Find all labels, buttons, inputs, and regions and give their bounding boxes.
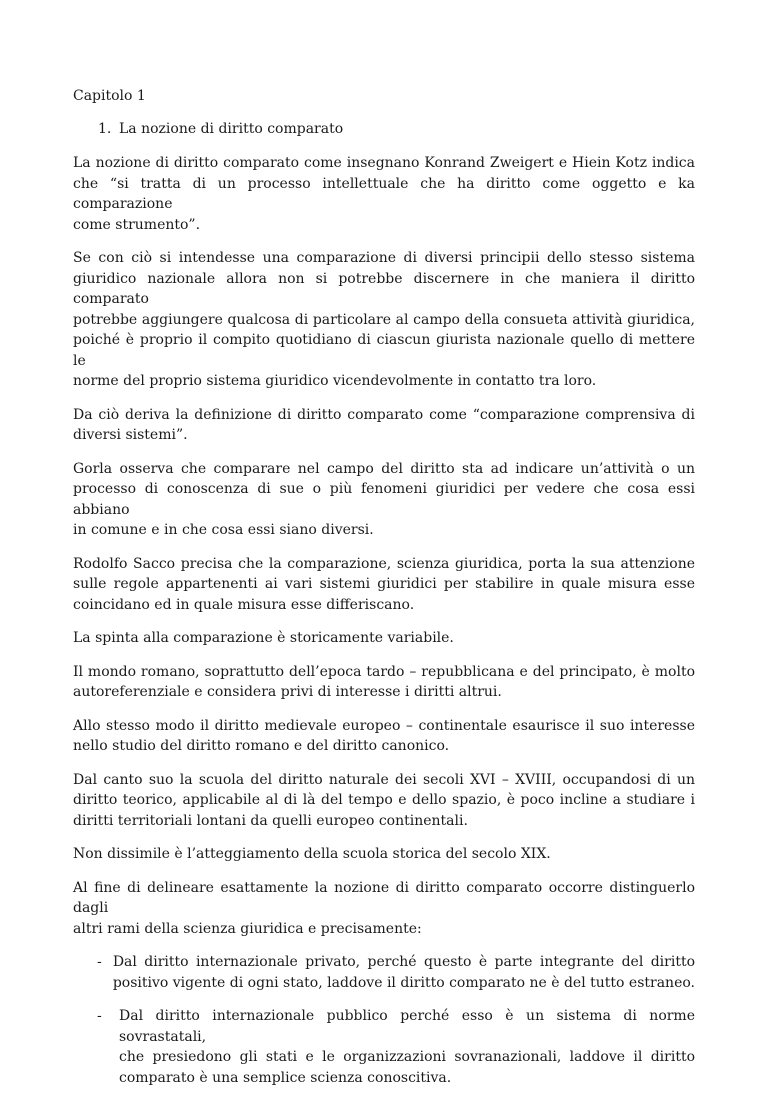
paragraph-line: nello studio del diritto romano e del diritto canonico. bbox=[73, 738, 450, 754]
paragraph-line: Allo stesso modo il diritto medievale europeo – continentale esaurisce il suo interesse bbox=[73, 717, 695, 734]
paragraph-line: processo di conoscenza di sue o più fenomeni giuridici per vedere che cosa essi abbiano bbox=[73, 481, 695, 518]
paragraph-line: altri rami della scienza giuridica e precisamente: bbox=[73, 920, 422, 937]
document-page bbox=[73, 86, 695, 1101]
paragraph-line: coincidano ed in quale misura esse differiscano. bbox=[73, 596, 415, 613]
paragraph bbox=[73, 662, 695, 703]
bullet-line: comparato è una semplice scienza conoscitiva. bbox=[119, 1069, 452, 1086]
paragraph-line: diritto teorico, applicabile al di là del tempo e dello spazio, è poco incline a studiare i bbox=[73, 792, 695, 808]
chapter-title: Capitolo 1 bbox=[73, 88, 146, 104]
body-text bbox=[73, 153, 695, 939]
paragraph bbox=[73, 459, 695, 541]
paragraph-line: Al fine di delineare esattamente la nozione di diritto comparato occorre distinguerlo dagli bbox=[73, 879, 695, 916]
paragraph bbox=[73, 153, 695, 235]
paragraph-line: Se con ciò si intendesse una comparazione di diversi principii dello stesso sistema bbox=[73, 250, 695, 266]
bullet-text bbox=[113, 952, 695, 993]
section-number: 1. bbox=[98, 120, 112, 137]
paragraph-line: Dal canto suo la scuola del diritto naturale dei secoli XVI – XVIII, occupandosi di un bbox=[73, 771, 695, 788]
paragraph bbox=[73, 770, 695, 832]
section-heading-text: La nozione di diritto comparato bbox=[119, 120, 344, 137]
paragraph bbox=[73, 405, 695, 446]
paragraph-line: diritti territoriali lontani da quelli europeo continentali. bbox=[73, 812, 468, 829]
paragraph-line: Gorla osserva che comparare nel campo del diritto sta ad indicare un’attività o un bbox=[73, 460, 695, 477]
paragraph-line: La nozione di diritto comparato come insegnano Konrand Zweigert e Hiein Kotz indica bbox=[73, 155, 695, 171]
paragraph-line: sulle regole appartenenti ai vari sistemi giuridici per stabilire in quale misura esse bbox=[73, 576, 695, 592]
bullet-line: Dal diritto internazionale pubblico perché esso è un sistema di norme sovrastatali, bbox=[119, 1008, 695, 1045]
paragraph-line: Non dissimile è l’atteggiamento della scuola storica del secolo XIX. bbox=[73, 846, 551, 862]
paragraph bbox=[73, 628, 695, 649]
section-heading bbox=[73, 119, 695, 140]
paragraph-line: giuridico nazionale allora non si potrebbe discernere in che maniera il diritto comparato bbox=[73, 270, 695, 307]
paragraph bbox=[73, 554, 695, 616]
bullet-marker: - bbox=[97, 1008, 102, 1024]
bullet-line: che presiedono gli stati e le organizzazioni sovranazionali, laddove il diritto bbox=[119, 1049, 695, 1065]
paragraph-line: poiché è proprio il compito quotidiano di ciascun giurista nazionale quello di mettere le bbox=[73, 332, 695, 369]
bullet-text bbox=[119, 1006, 695, 1088]
paragraph-line: norme del proprio sistema giuridico vicendevolmente in contatto tra loro. bbox=[73, 373, 597, 389]
paragraph bbox=[73, 878, 695, 940]
paragraph-line: Da ciò deriva la definizione di diritto comparato come “comparazione comprensiva di bbox=[73, 406, 695, 423]
paragraph-line: che “si tratta di un processo intellettuale che ha diritto come oggetto e ka comparazione bbox=[73, 175, 695, 212]
bullet-item bbox=[73, 1006, 695, 1088]
paragraph-line: come strumento”. bbox=[73, 216, 201, 233]
paragraph bbox=[73, 844, 695, 865]
paragraph-line: diversi sistemi”. bbox=[73, 427, 188, 443]
bullet-line: Dal diritto internazionale privato, perché questo è parte integrante del diritto bbox=[112, 954, 695, 970]
paragraph-line: Il mondo romano, soprattutto dell’epoca tardo – repubblicana e del principato, è molto bbox=[73, 663, 695, 680]
paragraph bbox=[73, 248, 695, 392]
paragraph bbox=[73, 716, 695, 757]
bullet-line: positivo vigente di ogni stato, laddove il diritto comparato ne è del tutto estraneo. bbox=[112, 974, 695, 991]
paragraph-line: autoreferenziale e considera privi di interesse i diritti altrui. bbox=[73, 684, 502, 700]
paragraph-line: in comune e in che cosa essi siano diversi. bbox=[73, 522, 374, 538]
paragraph-line: Rodolfo Sacco precisa che la comparazione, scienza giuridica, porta la sua attenzione bbox=[73, 555, 695, 572]
bullet-item bbox=[73, 952, 695, 993]
paragraph-line: potrebbe aggiungere qualcosa di particolare al campo della consueta attività giuridica, bbox=[73, 311, 695, 328]
paragraph-line: La spinta alla comparazione è storicamente variabile. bbox=[73, 630, 454, 646]
bullet-marker: - bbox=[97, 954, 102, 970]
bullet-list bbox=[73, 952, 695, 1088]
